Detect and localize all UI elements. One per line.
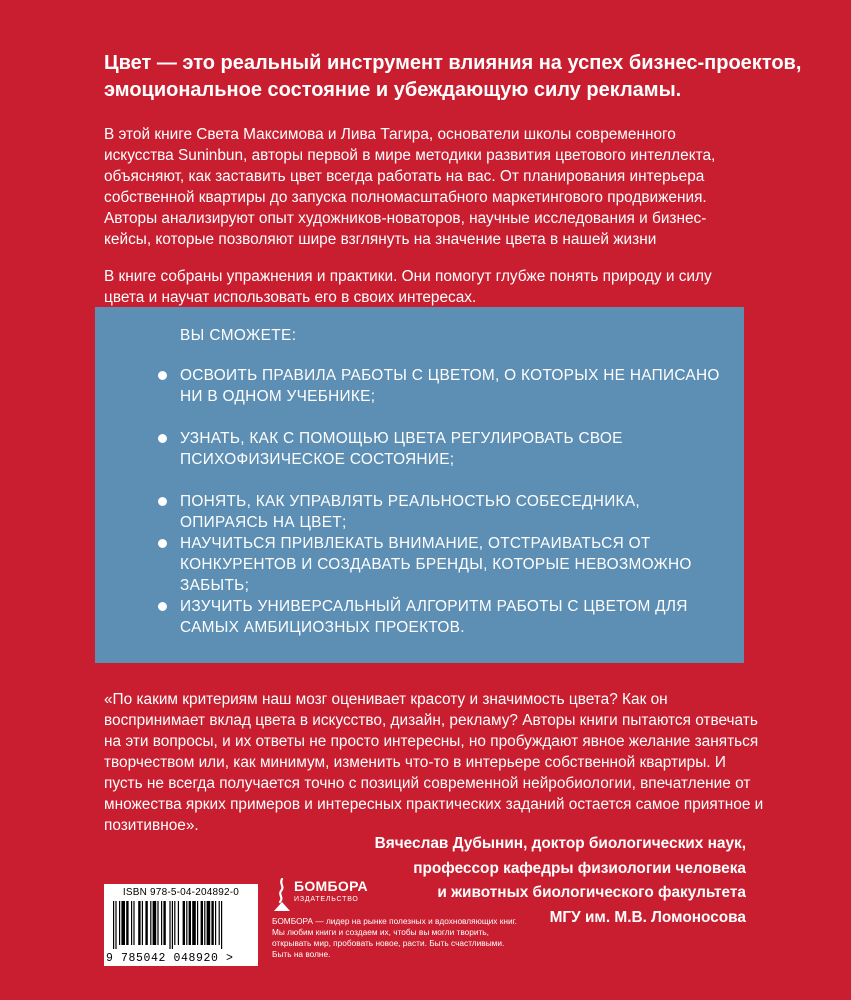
barcode-bar <box>186 901 187 945</box>
benefit-item <box>95 596 744 638</box>
benefit-text: НАУЧИТЬСЯ ПРИВЛЕКАТЬ ВНИМАНИЕ, ОТСТРАИВАТЬСЯ ОТ КОНКУРЕНТОВ И СОЗДАВАТЬ БРЕНДЫ, КОТОРЫЕ НЕВОЗМОЖНО ЗАБЫТЬ; <box>180 535 692 594</box>
bullet-icon <box>158 497 167 506</box>
benefit-item <box>95 428 744 470</box>
author-line: и животных биологического факультета <box>437 884 746 901</box>
barcode-bar <box>211 901 213 945</box>
benefits-list <box>95 365 744 638</box>
bullet-icon <box>158 539 167 548</box>
barcode-bar <box>157 901 158 945</box>
barcode-bar <box>121 901 125 945</box>
benefit-item <box>95 365 744 407</box>
barcode-bar <box>178 901 179 945</box>
barcode-bar <box>204 901 205 945</box>
publisher-logo-icon <box>272 878 292 912</box>
headline: Цвет — это реальный инструмент влияния на успех бизнес-проектов, эмоциональное состояние и убеждающую силу рекламы. <box>104 52 802 101</box>
author-line: профессор кафедры физиологии человека <box>413 859 746 877</box>
barcode-bar <box>142 901 143 945</box>
benefit-item <box>95 491 744 531</box>
barcode-bar <box>183 901 185 945</box>
barcode-bar <box>126 901 128 945</box>
barcode-bar <box>145 901 147 945</box>
barcode-bar <box>133 901 134 945</box>
benefit-text: ОСВОИТЬ ПРАВИЛА РАБОТЫ С ЦВЕТОМ, О КОТОРЫХ НЕ НАПИСАНО НИ В ОДНОМ УЧЕБНИКЕ; <box>180 367 720 405</box>
barcode-bar <box>215 901 216 945</box>
barcode-bar <box>192 901 196 945</box>
barcode-bar <box>197 901 198 945</box>
barcode-bar <box>119 901 120 945</box>
intro-paragraph-1: В этой книге Света Максимова и Лива Тагира, основатели школы современного искусства Suninbun, авторы первой в мире методики развития цветового интеллекта, объясняют, как заставить цвет всегда работать на вас. От планирования интерьера собственной квартиры до запуска полномасштабного маркетингового продвижения. Авторы анализируют опыт художников-новаторов, научные исследования и бизнес-кейсы, которые позволяют шире взглянуть на значение цвета в нашей жизни <box>104 126 716 248</box>
benefit-text: УЗНАТЬ, КАК С ПОМОЩЬЮ ЦВЕТА РЕГУЛИРОВАТЬ СВОЕ ПСИХОФИЗИЧЕСКОЕ СОСТОЯНИЕ; <box>180 430 623 468</box>
intro-text <box>104 124 744 324</box>
barcode-bar <box>153 901 157 945</box>
isbn-text: ISBN 978-5-04-204892-0 <box>122 887 240 898</box>
publisher-logo <box>272 876 382 914</box>
bullet-icon <box>158 434 167 443</box>
barcode-digits: 9 785042 048920 > <box>106 952 234 965</box>
barcode-bar <box>161 901 162 945</box>
benefits-box <box>95 307 744 663</box>
barcode <box>104 884 258 966</box>
barcode-bars <box>113 901 249 949</box>
barcode-bar <box>207 901 211 945</box>
barcode-bar <box>221 901 222 949</box>
barcode-bar <box>189 901 191 945</box>
benefit-item <box>95 533 744 594</box>
benefit-text: ПОНЯТЬ, КАК УПРАВЛЯТЬ РЕАЛЬНОСТЬЮ СОБЕСЕДНИКА, ОПИРАЯСЬ НА ЦВЕТ; <box>180 493 640 531</box>
bullet-icon <box>158 371 167 380</box>
barcode-bar <box>172 901 173 949</box>
benefit-text: ИЗУЧИТЬ УНИВЕРСАЛЬНЫЙ АЛГОРИТМ РАБОТЫ С ЦВЕТОМ ДЛЯ САМЫХ АМБИЦИОЗНЫХ ПРОЕКТОВ. <box>180 598 688 636</box>
intro-paragraph-2: В книге собраны упражнения и практики. Они помогут глубже понять природу и силу цвета и научат использовать его в своих интересах. <box>104 268 712 306</box>
barcode-bar <box>163 901 165 945</box>
barcode-bar <box>113 901 114 949</box>
barcode-bar <box>138 901 140 945</box>
barcode-bar <box>219 901 220 945</box>
publisher-text: БОМБОРА — лидер на рынке полезных и вдохновляющих книг. Мы любим книги и создаем их, чтобы вы могли творить, открывать мир, пробовать новое, расти. Быть счастливыми. Быть на волне. <box>272 916 517 959</box>
barcode-bar <box>115 901 116 949</box>
barcode-bar <box>174 901 175 945</box>
barcode-bar <box>150 901 151 945</box>
author-line: Вячеслав Дубынин, доктор биологических наук, <box>374 835 746 852</box>
publisher-name: БОМБОРА <box>294 878 368 894</box>
review-quote: «По каким критериям наш мозг оценивает красоту и значимость цвета? Как он воспринимает вклад цвета в искусство, дизайн, рекламу? Авторы книги пытаются отвечать на эти вопросы, и их ответы не просто интересны, но пробуждают явное желание заняться творчеством или, как минимум, изменить что-то в интерьере собственной квартиры. И пусть не всегда получается точно с позиций современной нейробиологии, впечатление от множества ярких примеров и интересных практических заданий остается самое приятное и позитивное». <box>104 691 764 834</box>
bullet-icon <box>158 602 167 611</box>
benefits-title: ВЫ СМОЖЕТЕ: <box>180 327 297 344</box>
publisher-sub: ИЗДАТЕЛЬСТВО <box>294 896 359 903</box>
barcode-bar <box>131 901 132 945</box>
barcode-bar <box>201 901 203 945</box>
barcode-bar <box>169 901 170 949</box>
author-line: МГУ им. М.В. Ломоносова <box>549 908 746 926</box>
